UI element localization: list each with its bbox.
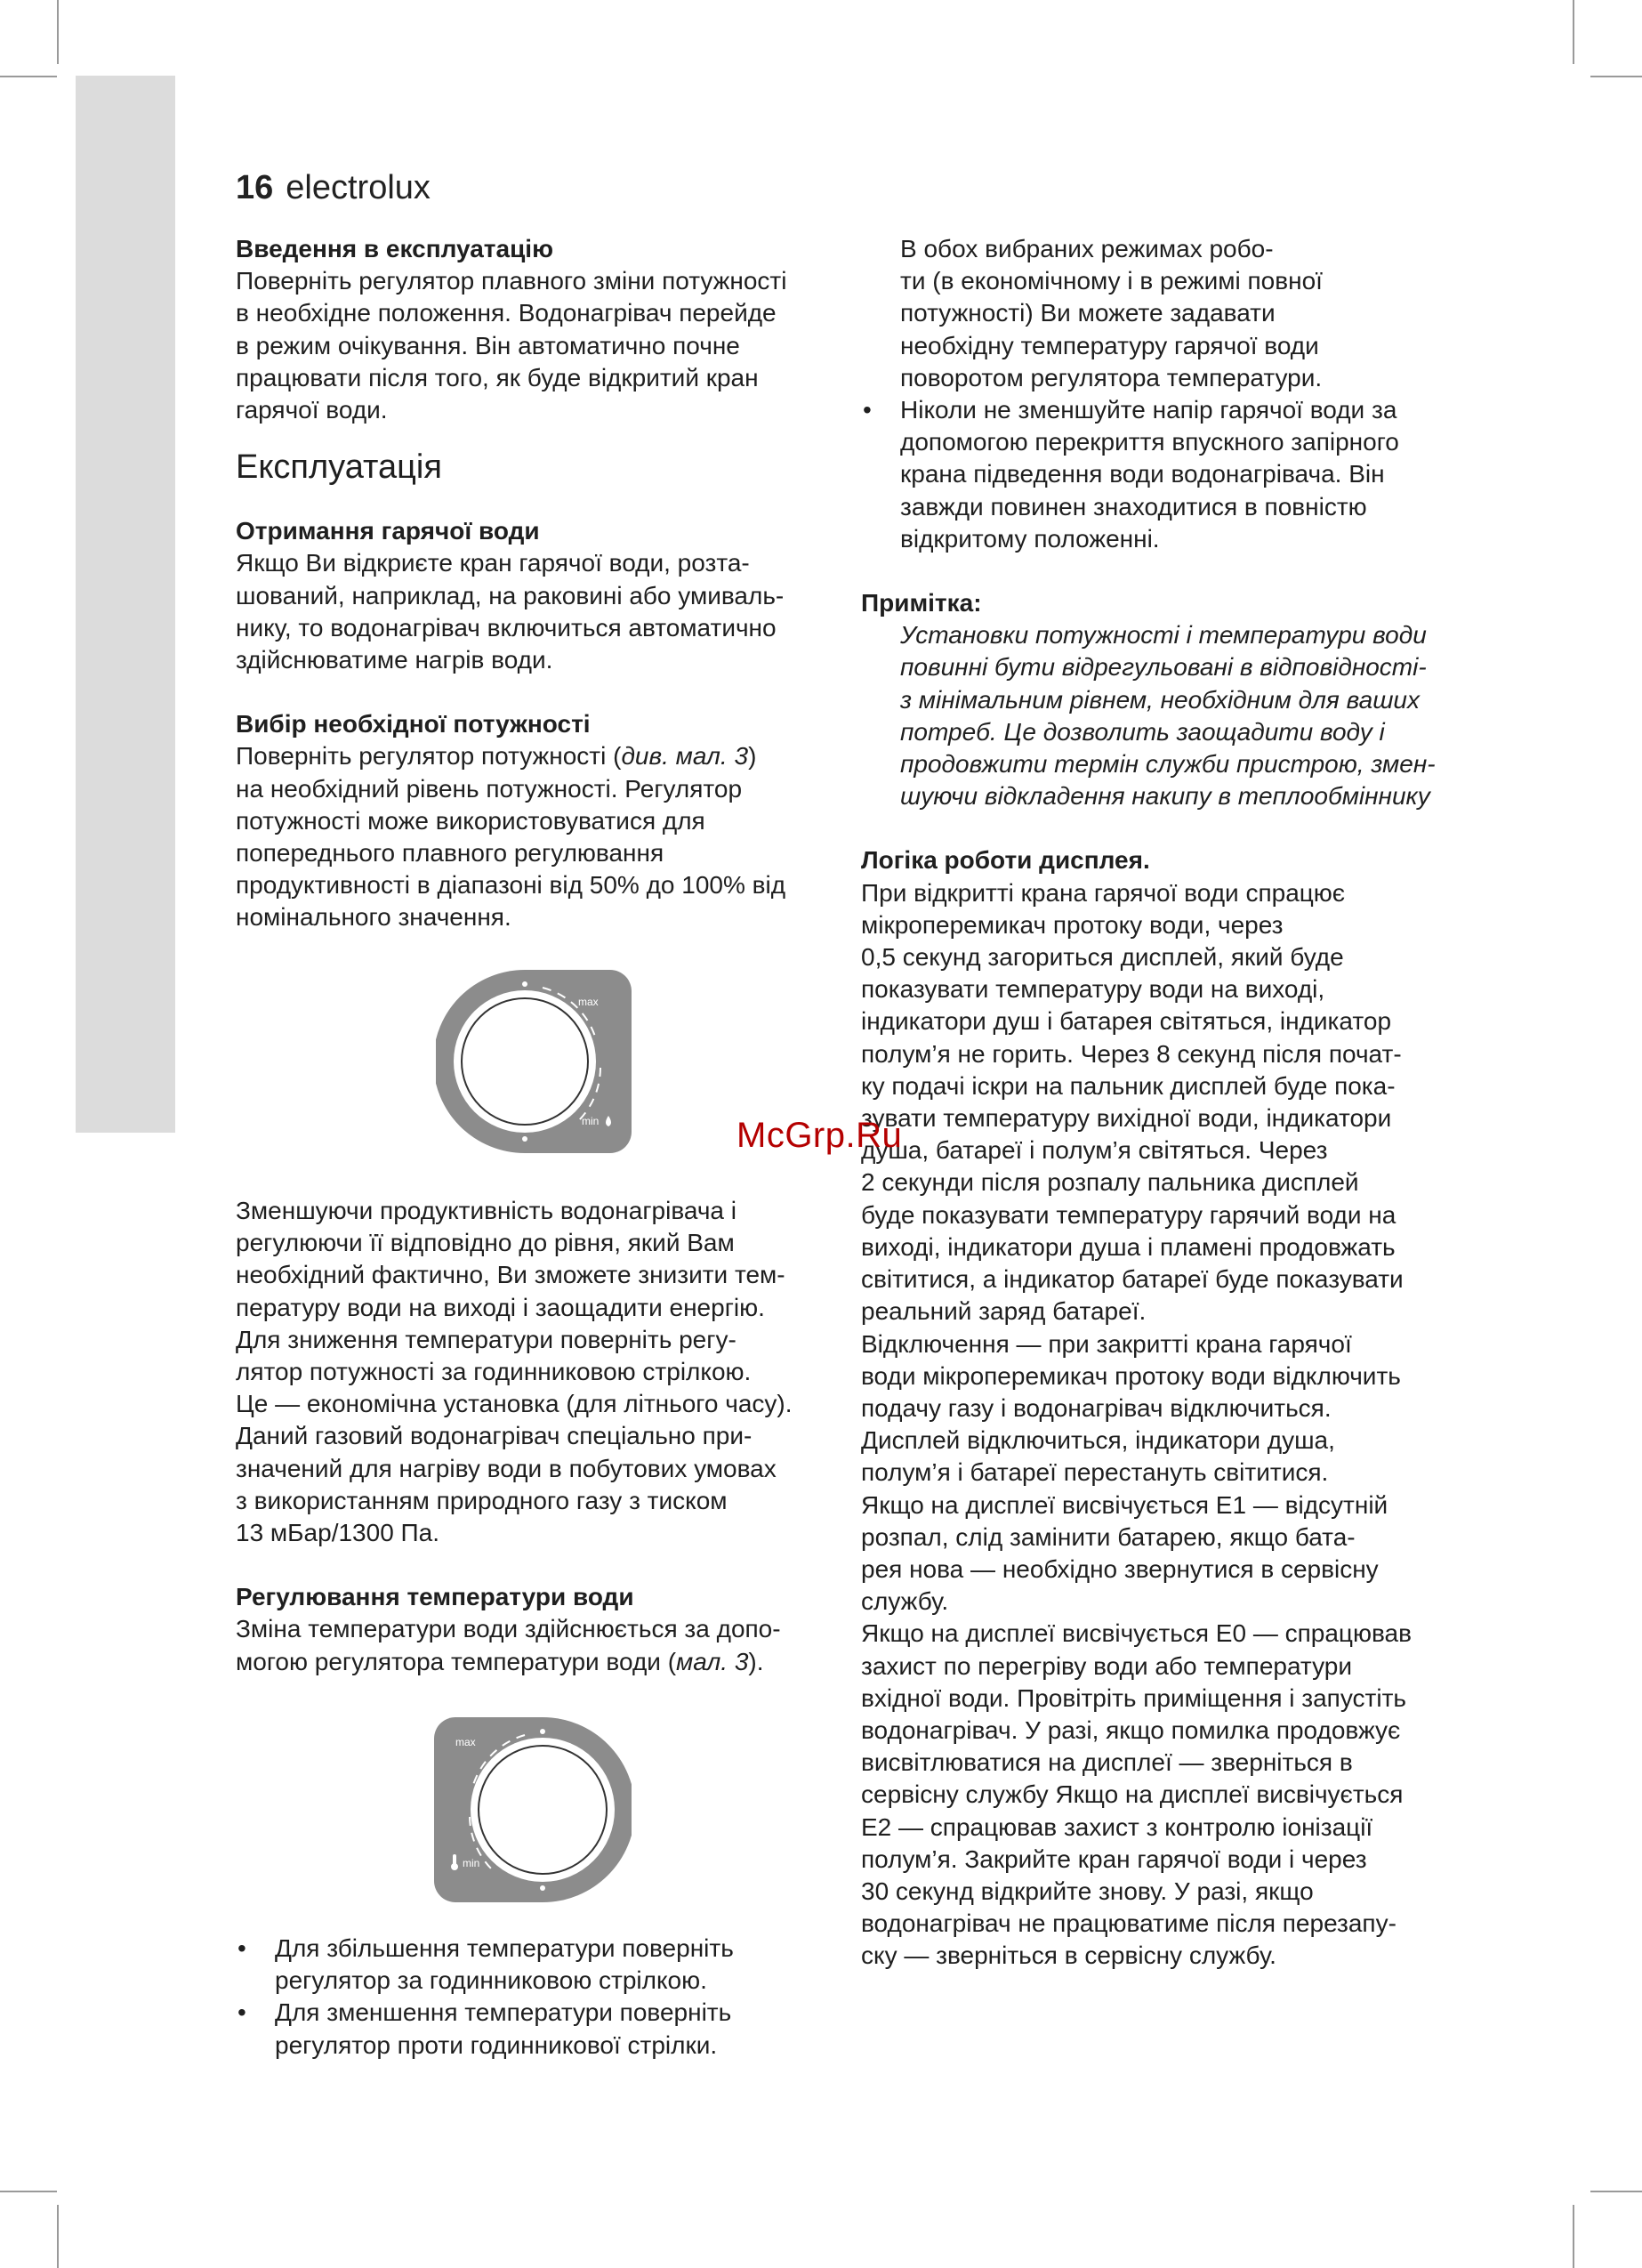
text-line: ти (в економічному і в режимі повної xyxy=(900,267,1323,295)
text-line: висвітлюватися на дисплеї — зверніться в xyxy=(861,1748,1353,1777)
text-line: Для збільшення температури поверніть xyxy=(275,1934,734,1962)
text-fragment: ). xyxy=(748,1647,764,1675)
left-column-lower xyxy=(236,1195,823,1678)
text-line: на необхідний рівень потужності. Регулятор xyxy=(236,774,743,803)
page-number: 16 xyxy=(236,169,274,206)
text-line: світитися, а індикатор батареї буде показувати xyxy=(861,1265,1404,1294)
bullet-item xyxy=(861,394,1448,555)
text-line: E2 — спрацював захист з контролю іонізації xyxy=(861,1812,1373,1841)
text-line: водонагрівач. У разі, якщо помилка продовжує xyxy=(861,1715,1401,1744)
para-display-logic xyxy=(861,877,1448,1973)
text-line: Зменшуючи продуктивність водонагрівача і xyxy=(236,1197,737,1224)
text-line: Для зниження температури поверніть регу- xyxy=(236,1325,736,1353)
crop-mark-top-right-v xyxy=(1573,0,1574,64)
right-column xyxy=(861,233,1448,1973)
text-line: реальний заряд батареї. xyxy=(861,1297,1147,1326)
text-line: шуючи відкладення накипу в теплообміннику xyxy=(900,782,1430,811)
text-line: завжди повинен знаходитися в повністю xyxy=(900,492,1367,521)
text-line: регулюючи її відповідно до рівня, який Вам xyxy=(236,1229,735,1257)
text-line: води мікроперемикач протоку води відключить xyxy=(861,1361,1401,1390)
heading-hot-water: Отримання гарячої води xyxy=(236,517,540,545)
text-line: повинні бути відрегульовані в відповідності- xyxy=(900,653,1427,682)
heading-commissioning: Введення в експлуатацію xyxy=(236,235,553,262)
text-line: В обох вибраних режимах робо- xyxy=(900,235,1274,262)
text-line: душа, батареї і полум’я світяться. Через xyxy=(861,1136,1328,1165)
bullet-mark: • xyxy=(237,1934,246,1962)
text-line: продовжити термін служби пристрою, змен- xyxy=(900,750,1436,779)
text-line: потужності) Ви можете задавати xyxy=(900,299,1276,327)
text-line: Дисплей відключиться, індикатори душа, xyxy=(861,1426,1335,1455)
text-line: Зміна температури води здійснюється за допо- xyxy=(236,1615,781,1643)
para-note xyxy=(861,619,1448,812)
text-line: потреб. Це дозволить заощадити воду і xyxy=(900,717,1385,746)
temperature-dial-figure xyxy=(434,1717,632,1902)
spacer xyxy=(861,555,1448,587)
bullet-mark: • xyxy=(863,396,872,424)
text-line: номінального значення. xyxy=(236,903,511,932)
text-line: Даний газовий водонагрівач спеціально при- xyxy=(236,1422,753,1450)
text-line: 0,5 секунд загориться дисплей, який буде xyxy=(861,943,1344,972)
text-line: Якщо на дисплеї висвічується E1 — відсутній xyxy=(861,1490,1388,1519)
text-line: необхідний фактично, Ви зможете знизити тем- xyxy=(236,1261,785,1289)
text-line: в режим очікування. Він автоматично почне xyxy=(236,331,740,359)
figure-reference: див. мал. 3 xyxy=(621,742,749,771)
text-line: сервісну службу Якщо на дисплеї висвічується xyxy=(861,1780,1404,1809)
text-line: Якщо на дисплеї висвічується E0 — спрацював xyxy=(861,1619,1412,1648)
text-line: Це — економічна установка (для літнього часу). xyxy=(236,1390,793,1418)
bullet-item xyxy=(236,1933,823,1997)
text-line: поворотом регулятора температури. xyxy=(900,363,1323,391)
text-line: полум’я. Закрийте кран гарячої води і через xyxy=(861,1844,1367,1873)
text-line: ску — зверніться в сервісну службу. xyxy=(861,1941,1276,1970)
text-line: показувати температуру води на виході, xyxy=(861,975,1325,1004)
text-line: з використанням природного газу з тиском xyxy=(236,1486,728,1514)
dial2-min-label: min xyxy=(463,1857,480,1869)
figure-reference: мал. 3 xyxy=(676,1647,749,1675)
text-line: Відключення — при закритті крана гарячої xyxy=(861,1329,1352,1358)
text-line: індикатори душ і батарея світяться, індикатор xyxy=(861,1007,1392,1036)
text-line: регулятор за годинниковою стрілкою. xyxy=(275,1966,707,1995)
text-line: в необхідне положення. Водонагрівач перейде xyxy=(236,299,777,327)
text-line: виході, індикатори душа і пламені продовжать xyxy=(861,1232,1396,1261)
text-line: продуктивності в діапазоні від 50% до 100% від xyxy=(236,871,786,900)
crop-mark-top-right-h xyxy=(1590,76,1642,77)
spacer xyxy=(236,676,823,708)
heading-display-logic: Логіка роботи дисплея. xyxy=(861,846,1150,875)
text-line: необхідну температуру гарячої води xyxy=(900,331,1319,359)
text-line: потужності може використовуватися для xyxy=(236,806,705,835)
crop-mark-bottom-right-v xyxy=(1573,2205,1574,2268)
text-line: подачу газу і водонагрівач відключиться. xyxy=(861,1393,1332,1422)
text-line: нику, то водонагрівач включиться автоматично xyxy=(236,613,777,642)
text-line: розпал, слід замінити батарею, якщо бата- xyxy=(861,1522,1356,1551)
text-line: мікроперемикач протоку води, через xyxy=(861,910,1284,939)
text-line: відкритому положенні. xyxy=(900,524,1160,553)
text-line: 13 мБар/1300 Па. xyxy=(236,1519,440,1547)
text-fragment: могою регулятора температури води ( xyxy=(236,1647,677,1675)
spacer xyxy=(236,1549,823,1581)
text-line: захист по перегріву води або температури xyxy=(861,1651,1352,1680)
text-fragment: Поверніть регулятор потужності ( xyxy=(236,742,622,771)
watermark: McGrp.Ru xyxy=(736,1116,903,1155)
text-line: вхідної води. Провітріть приміщення і запустіть xyxy=(861,1683,1406,1712)
para-hot-water xyxy=(236,547,823,676)
text-line: службу. xyxy=(861,1587,949,1616)
heading-note: Примітка: xyxy=(861,589,982,617)
text-line: шований, наприклад, на раковині або умиваль- xyxy=(236,581,785,609)
bullet-item xyxy=(236,1997,823,2061)
crop-mark-bottom-left-v xyxy=(57,2205,59,2268)
para-commissioning xyxy=(236,265,823,426)
text-line: зувати температуру вихідної води, індикатори xyxy=(861,1104,1392,1133)
text-line: буде показувати температуру гарячий води на xyxy=(861,1200,1397,1229)
text-line: лятор потужності за годинниковою стрілкою. xyxy=(236,1358,752,1386)
text-line: гарячої води. xyxy=(236,396,388,424)
text-line: з мінімальним рівнем, необхідним для ваших xyxy=(900,685,1421,714)
heading-power-select: Вибір необхідної потужності xyxy=(236,710,591,739)
text-line: регулятор проти годинникової стрілки. xyxy=(275,2030,718,2059)
text-line: працювати після того, як буде відкритий кран xyxy=(236,363,759,391)
text-line: крана підведення води водонагрівача. Він xyxy=(900,460,1385,488)
crop-mark-bottom-right-h xyxy=(1590,2191,1642,2192)
text-line: 2 секунди після розпалу пальника дисплей xyxy=(861,1168,1359,1197)
spacer xyxy=(861,812,1448,844)
text-line: полум’я і батареї перестануть світитися. xyxy=(861,1458,1329,1487)
left-column xyxy=(236,233,823,934)
text-line: Поверніть регулятор плавного зміни потужності xyxy=(236,267,787,295)
dial2-max-label: max xyxy=(455,1736,476,1748)
text-fragment: ) xyxy=(748,742,757,771)
text-line: рея нова — необхідно звернутися в сервісну xyxy=(861,1554,1379,1583)
text-line: Установки потужності і температури води xyxy=(900,621,1427,650)
crop-mark-top-left-h xyxy=(0,76,57,77)
power-dial-figure xyxy=(436,970,632,1153)
section-title-operation: Експлуатація xyxy=(236,448,442,487)
dial1-max-label: max xyxy=(578,996,599,1008)
text-line: водонагрівач не працюватиме після перезапу- xyxy=(861,1909,1397,1938)
para-economy xyxy=(236,1195,823,1549)
bullet-mark: • xyxy=(237,1998,246,2027)
text-line: Ніколи не зменшуйте напір гарячої води за xyxy=(900,396,1397,424)
para-modes xyxy=(861,233,1448,394)
left-bullets xyxy=(236,1933,823,2062)
text-line xyxy=(236,1646,823,1678)
text-line xyxy=(236,740,823,772)
text-line: полум’я не горить. Через 8 секунд після почат- xyxy=(861,1039,1402,1068)
text-line: здійснюватиме нагрів води. xyxy=(236,646,553,674)
text-line: Для зменшення температури поверніть xyxy=(275,1998,732,2027)
side-tab-bar xyxy=(76,76,175,1133)
text-line: значений для нагріву води в побутових умовах xyxy=(236,1454,777,1482)
text-line: пературу води на виході і заощадити енергію. xyxy=(236,1293,765,1321)
heading-temperature-regulation: Регулювання температури води xyxy=(236,1583,634,1611)
text-line: 30 секунд відкрийте знову. У разі, якщо xyxy=(861,1877,1314,1905)
brand-name: electrolux xyxy=(286,169,431,206)
crop-mark-top-left-v xyxy=(57,0,59,64)
para-power-select xyxy=(236,740,823,933)
crop-mark-bottom-left-h xyxy=(0,2191,57,2192)
dial1-min-label: min xyxy=(582,1115,600,1127)
text-line: попереднього плавного регулювання xyxy=(236,839,664,868)
text-line: При відкритті крана гарячої води спрацює xyxy=(861,878,1346,907)
text-line: ку подачі іскри на пальник дисплей буде пока- xyxy=(861,1071,1396,1100)
text-line: допомогою перекриття впускного запірного xyxy=(900,428,1399,456)
text-line: Якщо Ви відкриєте кран гарячої води, розта- xyxy=(236,549,750,577)
page-header xyxy=(236,169,431,207)
